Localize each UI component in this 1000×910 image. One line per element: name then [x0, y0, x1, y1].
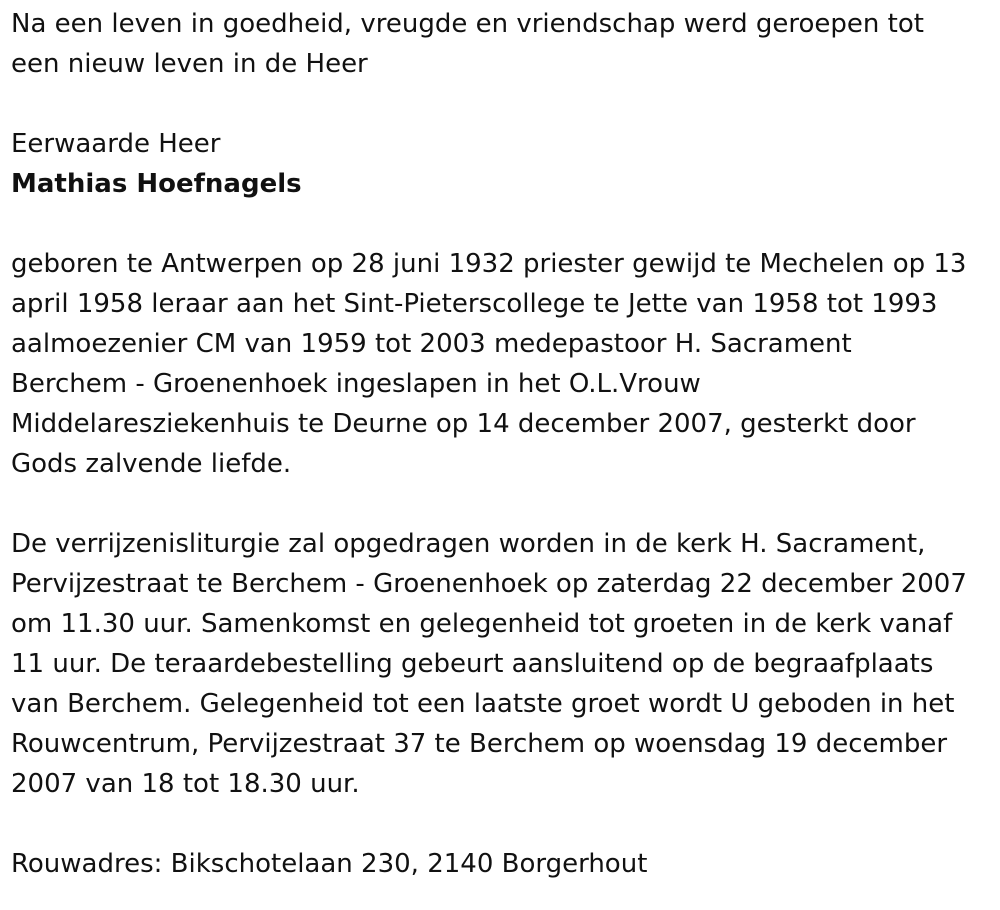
ceremony-text: De verrijzenisliturgie zal opgedragen worden in de kerk H. Sacrament, Pervijzestraat te Berchem - Groenenhoek op zaterdag 22 december 2007 om 11.30 uur. Samenkomst en gelegenheid tot groeten in de kerk vanaf 11 uur. De teraardebestelling gebeurt aansluitend op de begraafplaats van Berchem. Gelegenheid tot een laatste groet wordt U geboden in het Rouwcentrum, Pervijzestraat 37 te Berchem op woensdag 19 december 2007 van 18 tot 18.30 uur. [11, 529, 967, 799]
spacer [11, 84, 991, 124]
spacer [11, 204, 991, 244]
biography-text: geboren te Antwerpen op 28 juni 1932 priester gewijd te Mechelen op 13 april 1958 leraar aan het Sint-Pieterscollege te Jette van 1958 tot 1993 aalmoezenier CM van 1959 tot 2003 medepastoor H. Sacrament Berchem - Groenenhoek ingeslapen in het O.L.Vrouw Middelaresziekenhuis te Deurne op 14 december 2007, gesterkt door Gods zalvende liefde. [11, 249, 967, 479]
mourning-address: Rouwadres: Bikschotelaan 230, 2140 Borgerhout [11, 849, 648, 879]
deceased-name: Mathias Hoefnagels [11, 169, 302, 199]
spacer [11, 484, 991, 524]
spacer [11, 804, 991, 844]
deceased-title: Eerwaarde Heer [11, 129, 221, 159]
intro-text: Na een leven in goedheid, vreugde en vriendschap werd geroepen tot een nieuw leven in de Heer [11, 9, 924, 79]
